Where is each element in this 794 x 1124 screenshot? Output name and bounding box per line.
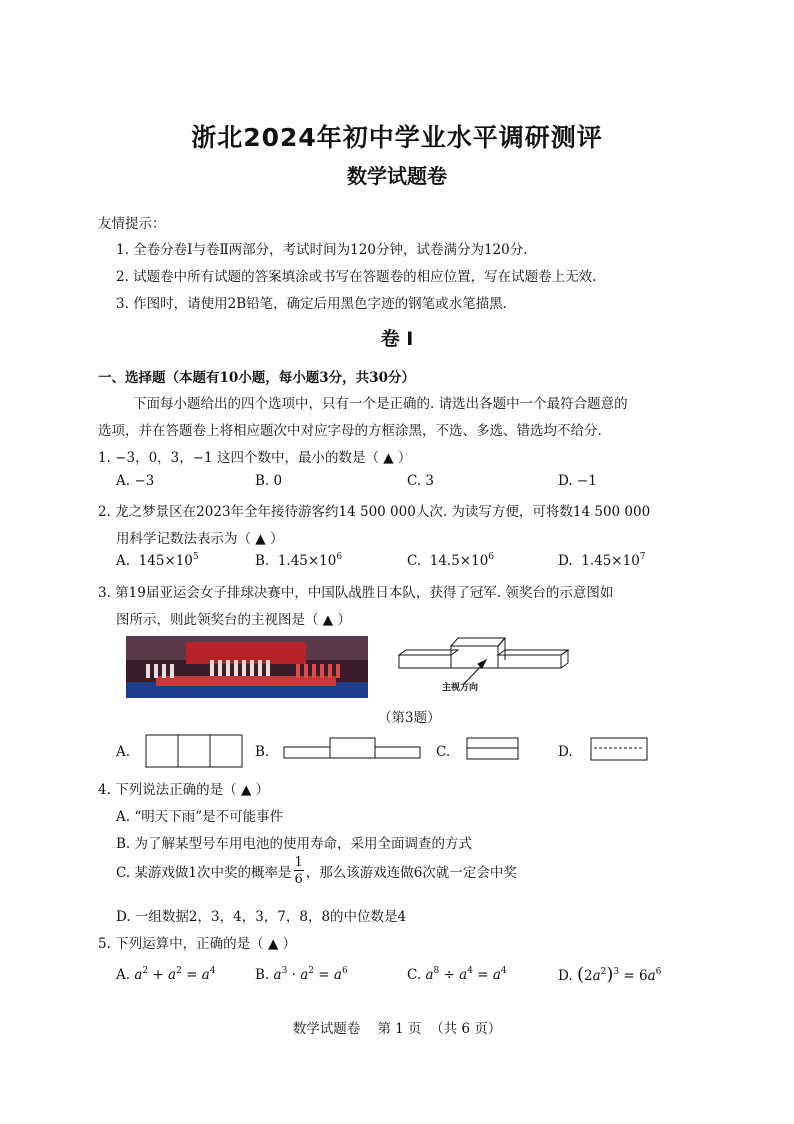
- q2-stem-line1: 2. 龙之梦景区在2023年全年接待游客约14 500 000人次. 为读写方便，可将数14 500 000: [98, 504, 651, 520]
- q3-option-b-label: B.: [255, 744, 270, 760]
- q5-option-c: C. $a^8 \div a^4 = a^4$: [407, 966, 507, 983]
- q1-stem: 1. −3，0，3，−1 这四个数中，最小的数是（ ▲ ）: [98, 450, 412, 466]
- q4-stem: 4. 下列说法正确的是（ ▲ ）: [98, 782, 270, 798]
- section-title: 卷 Ⅰ: [380, 328, 414, 350]
- notice-heading: 友情提示：: [98, 216, 166, 232]
- q3-option-a-label: A.: [116, 744, 131, 760]
- q2-option-b: B. $1.45\times 10^6$: [255, 552, 343, 569]
- q4-option-d: D. 一组数据2，3，4，3，7，8，8的中位数是4: [116, 909, 407, 925]
- q1-option-b: B. 0: [255, 473, 283, 489]
- q1-option-d: D. −1: [558, 473, 597, 489]
- page-footer: 数学试题卷 第 1 页 （共 6 页）: [292, 1021, 502, 1037]
- notice-item-3: 3. 作图时，请使用2B铅笔，确定后用黑色字迹的钢笔或水笔描黑.: [116, 296, 507, 312]
- q4-option-b: B. 为了解某型号车用电池的使用寿命，采用全面调查的方式: [116, 836, 473, 852]
- q2-option-c: C. $14.5\times 10^6$: [407, 552, 495, 569]
- q2-option-a: A. $145\times 10^5$: [116, 552, 199, 569]
- q5-option-b: B. $a^3 \cdot a^2 = a^6$: [255, 966, 348, 983]
- q3-option-c-figure: [467, 738, 518, 759]
- q3-option-d-label: D.: [558, 744, 573, 760]
- q3-option-b-figure: [284, 738, 420, 758]
- part1-instruction-line2: 选项，并在答题卷上将相应题次中对应字母的方框涂黑，不选、多选、错选均不给分.: [98, 423, 602, 439]
- q1-option-c: C. 3: [407, 473, 435, 489]
- view-direction-label: 主视方向: [442, 683, 479, 693]
- part1-heading: 一、选择题（本题有10小题，每小题3分，共30分）: [98, 370, 415, 386]
- q3-option-d-figure: [591, 738, 647, 760]
- q3-stem-line2: 图所示，则此领奖台的主视图是（ ▲ ）: [116, 612, 351, 628]
- q1-option-a: A. −3: [116, 473, 155, 489]
- q5-option-d: D. $(2a^2)^3 = 6a^6$: [558, 964, 662, 985]
- podium-photo: [126, 636, 368, 698]
- notice-item-1: 1. 全卷分卷Ⅰ与卷Ⅱ两部分，考试时间为120分钟，试卷满分为120分.: [116, 242, 528, 258]
- q5-stem: 5. 下列运算中，正确的是（ ▲ ）: [98, 936, 297, 952]
- q4-option-a: A. “明天下雨”是不可能事件: [116, 809, 284, 825]
- q2-stem-line2: 用科学记数法表示为（ ▲ ）: [116, 531, 284, 547]
- q3-stem-line1: 3. 第19届亚运会女子排球决赛中，中国队战胜日本队，获得了冠军. 领奖台的示意图如: [98, 585, 614, 601]
- q2-option-d: D. $1.45\times 10^7$: [558, 552, 646, 569]
- page-title: 浙北2024年初中学业水平调研测评: [191, 123, 603, 152]
- q3-option-c-label: C.: [436, 744, 451, 760]
- notice-item-2: 2. 试题卷中所有试题的答案填涂或书写在答题卷的相应位置，写在试题卷上无效.: [116, 269, 597, 285]
- page-subtitle: 数学试题卷: [347, 164, 447, 188]
- q4-fraction: $\frac{1}{6}$: [294, 855, 303, 887]
- q4-option-c: C. 某游戏做1次中奖的概率是 $\frac{1}{6}$ ，那么该游戏连做6次就一定会中奖: [116, 855, 517, 887]
- q5-option-a: A. $a^2 + a^2 = a^4$: [116, 966, 216, 983]
- part1-instruction-line1: 下面每小题给出的四个选项中，只有一个是正确的. 请选出各题中一个最符合题意的: [133, 396, 628, 412]
- q3-caption: （第3题）: [378, 710, 441, 726]
- q3-option-a-figure: [146, 735, 242, 767]
